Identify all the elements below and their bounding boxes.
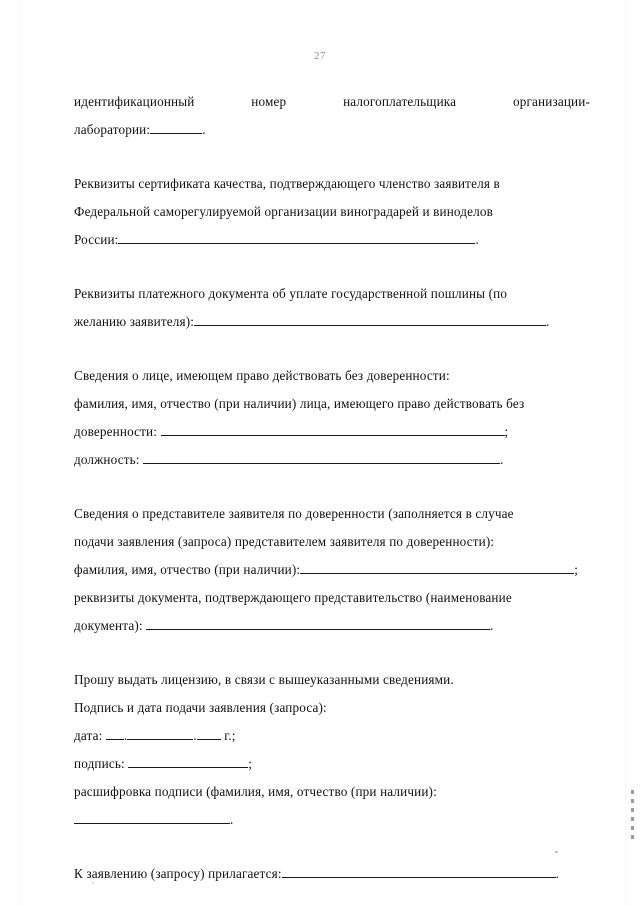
year-suffix: г.; xyxy=(220,728,236,743)
paragraph-attachments xyxy=(74,860,590,888)
label-document: документа): xyxy=(74,618,143,633)
semicolon: ; xyxy=(248,756,253,771)
period: . xyxy=(202,122,206,137)
quality-certificate-line-2: Федеральной саморегулируемой организации виноградарей и виноделов xyxy=(74,204,493,219)
spacer xyxy=(74,144,590,170)
payment-document-line-1: Реквизиты платежного документа об уплате государственной пошлины (по xyxy=(74,286,508,301)
fill-in-rule[interactable] xyxy=(74,810,230,824)
payment-document-line-2 xyxy=(74,308,590,336)
person-without-poa-line-2 xyxy=(74,418,590,446)
request-license-line-1: Прошу выдать лицензию, в связи с вышеуказанными сведениями. xyxy=(74,672,454,687)
fill-in-rule[interactable] xyxy=(150,120,202,134)
fill-in-month[interactable] xyxy=(127,727,193,740)
label-position: должность: xyxy=(74,452,140,467)
label-date: дата: xyxy=(74,728,106,743)
spacer xyxy=(74,336,590,362)
person-without-poa-line-3 xyxy=(74,446,590,474)
spacer xyxy=(74,640,590,666)
fill-in-day[interactable] xyxy=(106,727,124,740)
label-fio: фамилия, имя, отчество (при наличии): xyxy=(74,562,301,577)
period: . xyxy=(475,232,479,247)
label-laboratory: лаборатории: xyxy=(74,122,151,137)
paragraph-representative xyxy=(74,500,590,640)
signature-line xyxy=(74,750,590,778)
request-license-line-2: Подпись и дата подачи заявления (запроса): xyxy=(74,700,327,715)
paragraph-request-license xyxy=(74,666,590,834)
person-without-poa-heading: Сведения о лице, имеющем право действовать без доверенности: xyxy=(74,368,450,383)
fill-in-rule[interactable] xyxy=(161,422,505,436)
scan-edge-right xyxy=(625,0,626,905)
taxpayer-id-line-2 xyxy=(74,116,590,144)
fill-in-rule[interactable] xyxy=(118,230,475,244)
paragraph-payment-document xyxy=(74,280,590,336)
paragraph-person-without-poa xyxy=(74,362,590,474)
scan-margin-mark xyxy=(631,790,634,842)
attachments-line xyxy=(74,860,590,888)
fill-in-rule[interactable] xyxy=(146,616,490,630)
semicolon: ; xyxy=(574,562,579,577)
label-signature-decoding: расшифровка подписи (фамилия, имя, отчество (при наличии): xyxy=(74,784,437,799)
period: . xyxy=(555,866,560,881)
label-attachments: К заявлению (запросу) прилагается: xyxy=(74,866,282,881)
label-signature: подпись: xyxy=(74,756,129,771)
word-identification: идентификационный xyxy=(74,94,195,109)
period: . xyxy=(500,452,504,467)
label-applicant-wish: желанию заявителя): xyxy=(74,314,195,329)
fill-in-rule[interactable] xyxy=(128,754,248,768)
semicolon: ; xyxy=(504,424,509,439)
period: . xyxy=(230,812,234,827)
page-number: 27 xyxy=(314,50,326,62)
date-line: дата: . . г.; xyxy=(74,728,236,743)
label-russia: России: xyxy=(74,232,119,247)
quality-certificate-line-1: Реквизиты сертификата качества, подтверждающего членство заявителя в xyxy=(74,176,500,191)
representative-line-2: подачи заявления (запроса) представителем заявителя по доверенности): xyxy=(74,534,495,549)
representative-line-3 xyxy=(74,556,590,584)
word-organization: организации- xyxy=(513,94,590,109)
fill-in-rule[interactable] xyxy=(300,560,574,574)
spacer xyxy=(74,474,590,500)
person-without-poa-line-1: фамилия, имя, отчество (при наличии) лица, имеющего право действовать без xyxy=(74,396,525,411)
label-poa: доверенности: xyxy=(74,424,158,439)
taxpayer-id-line-1 xyxy=(74,88,590,116)
paragraph-quality-certificate xyxy=(74,170,590,254)
fill-in-year[interactable] xyxy=(197,727,221,740)
fill-in-rule[interactable] xyxy=(194,312,546,326)
representative-line-5 xyxy=(74,612,590,640)
document-body xyxy=(74,88,590,888)
quality-certificate-line-3 xyxy=(74,226,590,254)
representative-line-1: Сведения о представителе заявителя по доверенности (заполняется в случае xyxy=(74,506,514,521)
signature-decoding-line xyxy=(74,778,590,834)
spacer xyxy=(74,254,590,280)
period: . xyxy=(546,314,550,329)
spacer xyxy=(74,834,590,860)
fill-in-rule[interactable] xyxy=(282,864,556,878)
paragraph-taxpayer-id xyxy=(74,88,590,144)
representative-line-4: реквизиты документа, подтверждающего представительство (наименование xyxy=(74,590,512,605)
scan-edge-left xyxy=(20,0,21,905)
period: . xyxy=(490,618,494,633)
fill-in-rule[interactable] xyxy=(143,450,500,464)
word-taxpayer: налогоплательщика xyxy=(343,94,457,109)
word-number: номер xyxy=(251,94,287,109)
